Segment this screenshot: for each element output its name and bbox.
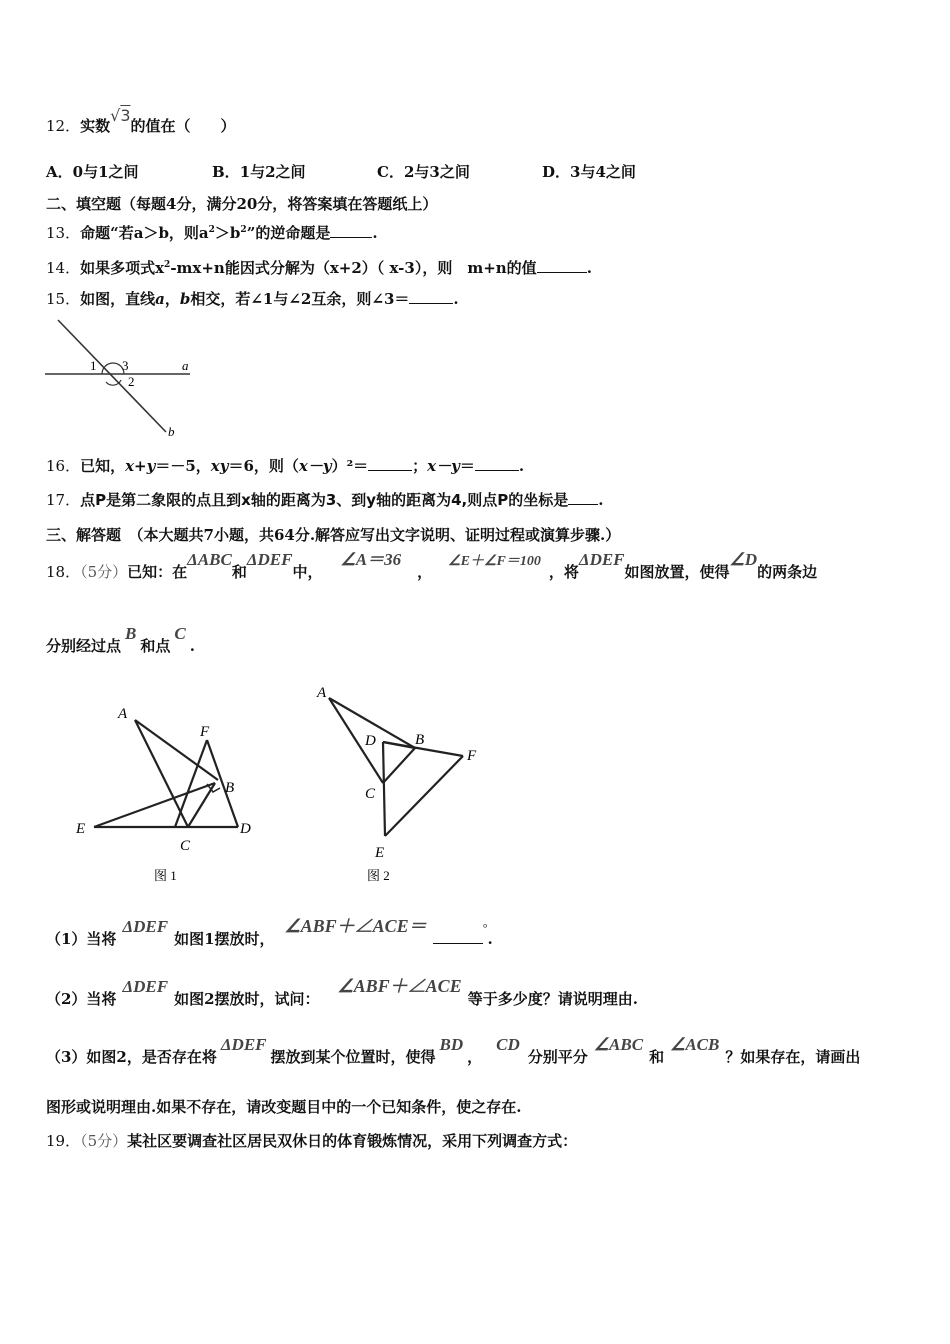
- label-C: C: [365, 786, 376, 802]
- figure-2: [305, 680, 495, 890]
- segment-DE: [383, 742, 385, 836]
- figure-q15: [40, 312, 200, 442]
- label-angle-3: 3: [122, 358, 129, 373]
- question-number: 12．: [46, 117, 81, 135]
- q12-line: [46, 106, 236, 136]
- section-2-heading: 二、填空题（每题4分，满分20分，将答案填在答题纸上）: [46, 195, 438, 213]
- q19-line: 19．（5分）某社区要调查社区居民双休日的体育锻炼情况，采用下列调查方式：: [46, 1132, 578, 1150]
- answer-blank[interactable]: [568, 490, 598, 505]
- answer-blank[interactable]: [330, 223, 372, 238]
- label-angle-2: 2: [128, 374, 135, 389]
- answer-blank[interactable]: [409, 289, 453, 304]
- label-D: D: [240, 821, 251, 837]
- segment-BC: [383, 748, 415, 783]
- line-b: [58, 320, 166, 432]
- label-E: E: [76, 821, 86, 837]
- q17-line: 17．点P是第二象限的点且到x轴的距离为3、到y轴的距离为4,则点P的坐标是 .: [46, 491, 604, 509]
- label-line-b: b: [168, 424, 175, 439]
- option-c: C．2与3之间: [377, 163, 470, 181]
- label-F: F: [200, 724, 210, 740]
- answer-blank[interactable]: [368, 456, 412, 471]
- figure-1: [70, 700, 270, 890]
- sqrt-symbol: √3: [110, 106, 131, 125]
- q15-line: 15．如图，直线a，b相交，若∠1与∠2互余，则∠3＝ .: [46, 290, 459, 308]
- radicand: 3: [120, 106, 131, 125]
- q14-line: 14．如果多项式$x^2-mx+n$能因式分解为（x+2）（ x-3），则 m+n的值 .: [46, 259, 592, 277]
- segment-EB: [94, 783, 215, 827]
- label-line-a: a: [182, 358, 189, 373]
- label-angle-1: 1: [90, 358, 97, 373]
- q18-line-2: 分别经过点B和点C.: [46, 624, 195, 655]
- caption-fig-2: 图 2: [367, 868, 390, 883]
- label-F: F: [467, 748, 477, 764]
- q12-text: 实数: [80, 117, 111, 135]
- q16-line: 16．已知，x+y＝－5，xy＝6，则（x－y）²＝ ；x－y＝ .: [46, 457, 525, 475]
- option-b: B．1与2之间: [212, 163, 306, 181]
- label-E: E: [375, 845, 385, 861]
- option-a: A．0与1之间: [46, 163, 139, 181]
- label-B: B: [225, 780, 235, 796]
- caption-fig-1: 图 1: [154, 868, 177, 883]
- answer-blank[interactable]: [433, 929, 483, 944]
- section-3-heading: 三、解答题 （本大题共7小题，共64分.解答应写出文字说明、证明过程或演算步骤.）: [46, 526, 621, 544]
- part-3-line-1: （3）如图2，是否存在将ΔDEF摆放到某个位置时，使得BD，CD分别平分∠ABC和∠ACB？如果存在，请画出: [46, 1035, 861, 1066]
- label-C: C: [180, 838, 191, 854]
- label-A: A: [118, 706, 128, 722]
- q13-line: 13．命题“若a＞b，则$a^2>b^2$”的逆命题是 .: [46, 224, 378, 242]
- q12-text-2: 的值在（ ）: [130, 117, 236, 135]
- answer-blank[interactable]: [537, 258, 587, 273]
- label-D: D: [365, 733, 376, 749]
- part-3-line-2: 图形或说明理由.如果不存在，请改变题目中的一个已知条件，使之存在.: [46, 1098, 522, 1116]
- q18-line-1: 18．（5分）已知：在ΔABC和ΔDEF中，∠A＝36，∠E＋∠F＝100，将ΔDEF如图放置，使得∠D的两条边: [46, 550, 818, 581]
- label-A: A: [317, 685, 327, 701]
- part-1-line: （1）当将ΔDEF如图1摆放时，∠ABF＋∠ACE＝ °.: [46, 916, 493, 948]
- answer-blank[interactable]: [475, 456, 519, 471]
- angle-arc-2: [106, 380, 121, 385]
- option-d: D．3与4之间: [542, 163, 636, 181]
- part-2-line: （2）当将ΔDEF如图2摆放时，试问：∠ABF＋∠ACE等于多少度？请说明理由.: [46, 976, 638, 1008]
- label-B: B: [415, 732, 425, 748]
